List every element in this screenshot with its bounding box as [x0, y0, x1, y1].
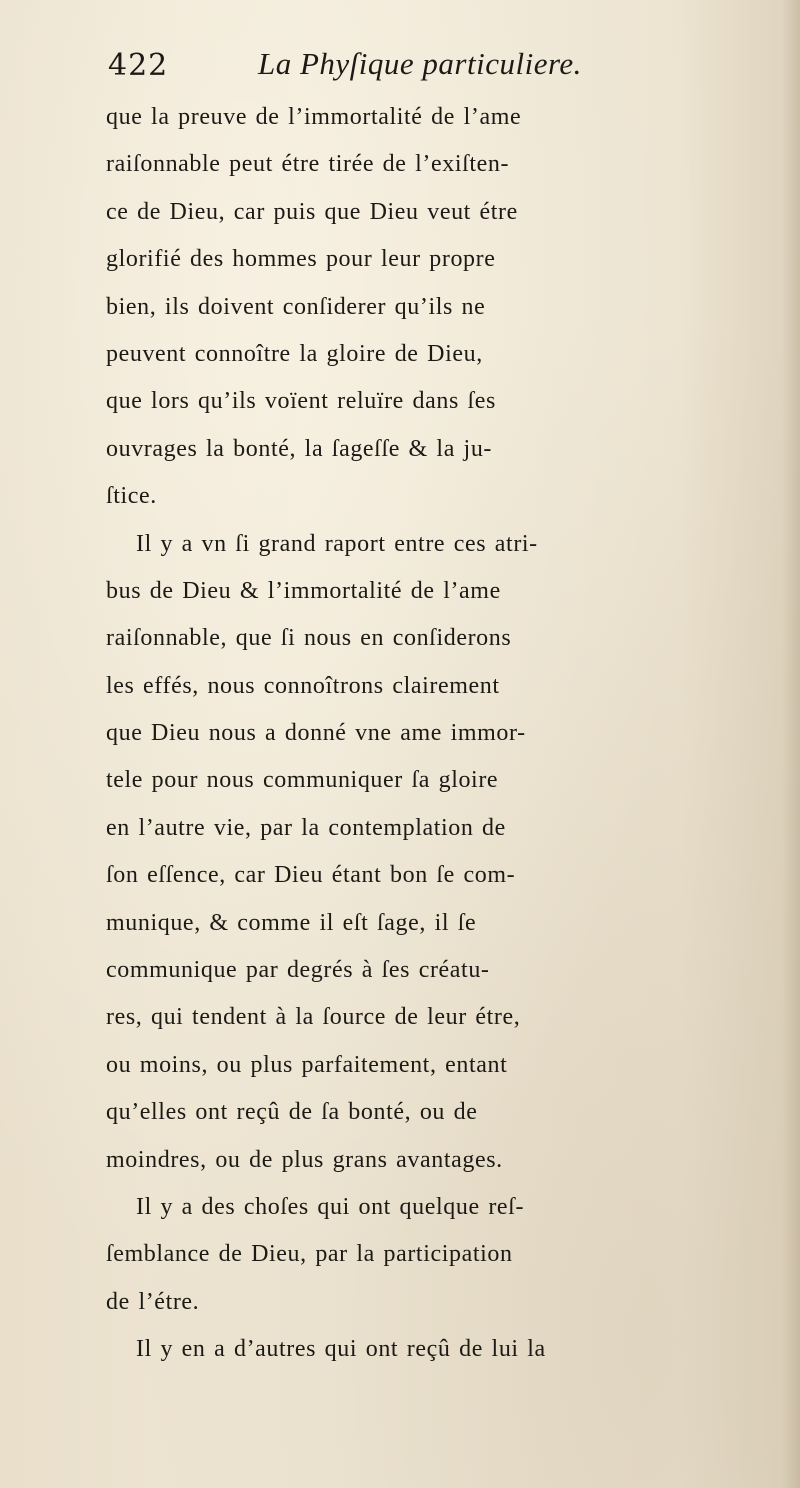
text-line: ce de Dieu, car puis que Dieu veut étre [106, 198, 518, 225]
text-line: peuvent connoître la gloire de Dieu, [106, 340, 483, 367]
text-line: que lors qu’ils voïent reluïre dans ſes [106, 388, 496, 415]
text-line: communique par degrés à ſes créatu- [106, 957, 490, 984]
text-line: que Dieu nous a donné vne ame immor- [106, 720, 526, 747]
text-line: les effés, nous connoîtrons clairement [106, 672, 500, 699]
text-line: raiſonnable, que ſi nous en conſiderons [106, 625, 512, 652]
page-number: 422 [108, 48, 169, 83]
text-line: Il y a des choſes qui ont quelque reſ- [136, 1193, 525, 1220]
text-line: ouvrages la bonté, la ſageſſe & la ju- [106, 435, 493, 462]
text-line: tele pour nous communiquer ſa gloire [106, 767, 499, 794]
text-line: bien, ils doivent conſiderer qu’ils ne [106, 293, 486, 320]
running-title: La Phyſique particuliere. [258, 46, 582, 81]
text-line: de l’étre. [106, 1288, 200, 1315]
page-header [108, 42, 748, 92]
text-line: moindres, ou de plus grans avantages. [106, 1146, 503, 1173]
text-line: ſtice. [106, 483, 157, 510]
text-line: glorifié des hommes pour leur propre [106, 246, 496, 273]
text-line: que la preuve de l’immortalité de l’ame [106, 104, 522, 130]
text-line: Il y en a d’autres qui ont reçû de lui la [136, 1336, 546, 1363]
text-line: bus de Dieu & l’immortalité de l’ame [106, 577, 501, 604]
text-line: ſon eſſence, car Dieu étant bon ſe com- [106, 862, 516, 889]
text-line: en l’autre vie, par la contemplation de [106, 814, 506, 841]
body-text [106, 94, 786, 1374]
text-line: Il y a vn ſi grand raport entre ces atri- [136, 530, 538, 557]
text-line: qu’elles ont reçû de ſa bonté, ou de [106, 1099, 478, 1126]
text-line: raiſonnable peut étre tirée de l’exiſten- [106, 151, 510, 178]
text-line: ou moins, ou plus parfaitement, entant [106, 1051, 508, 1078]
text-line: munique, & comme il eſt ſage, il ſe [106, 909, 477, 936]
text-line: res, qui tendent à la ſource de leur étre, [106, 1004, 521, 1031]
text-line: ſemblance de Dieu, par la participation [106, 1241, 513, 1268]
